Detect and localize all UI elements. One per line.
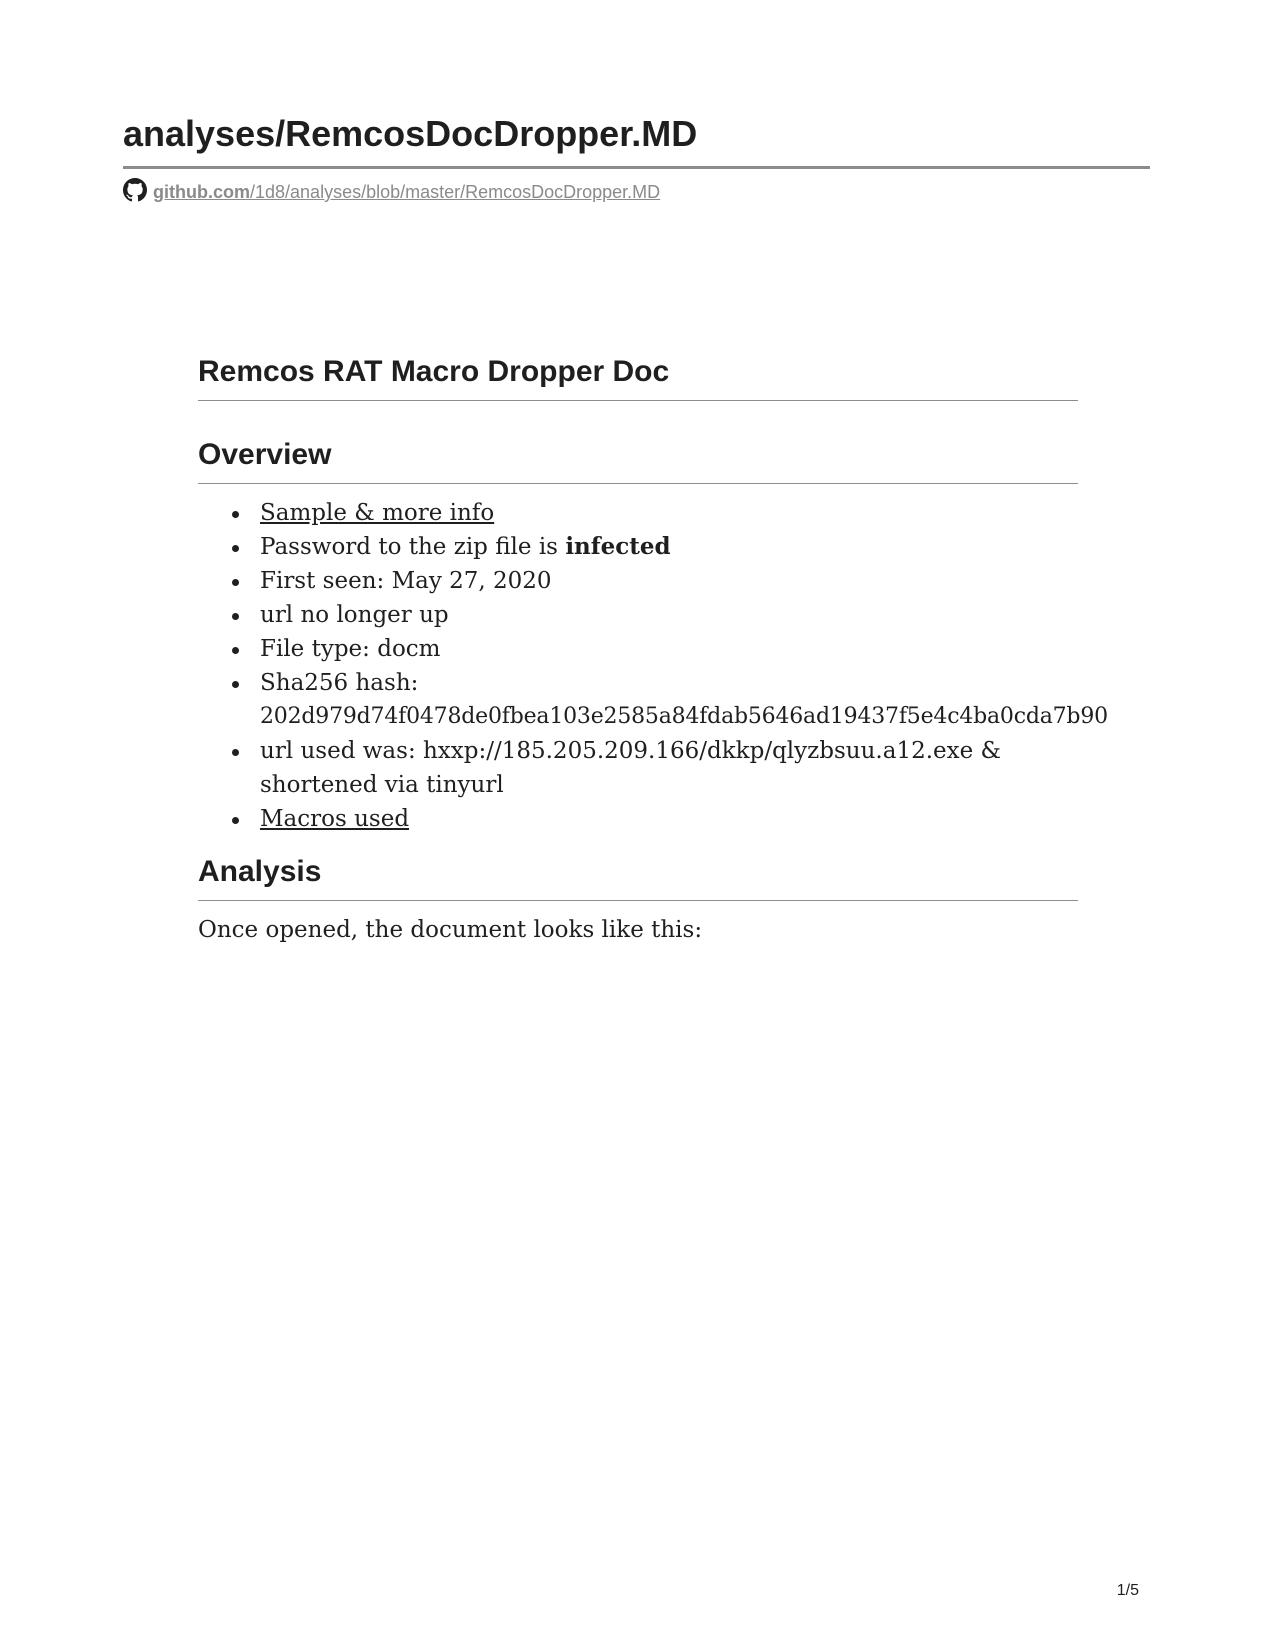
overview-heading: Overview — [198, 433, 1078, 484]
list-item — [230, 496, 1078, 530]
page-number: 1/5 — [1116, 1582, 1139, 1599]
sha-label: Sha256 hash: — [260, 670, 419, 696]
file-type-text: File type: docm — [260, 636, 441, 662]
url-status-text: url no longer up — [260, 602, 449, 628]
list-item — [230, 564, 1078, 598]
list-item — [230, 802, 1078, 836]
document-content — [198, 350, 1108, 947]
list-item — [230, 632, 1078, 666]
overview-list — [198, 496, 1108, 836]
page-header — [123, 112, 1150, 207]
list-item — [230, 530, 1078, 564]
analysis-heading: Analysis — [198, 850, 1078, 901]
macros-link[interactable]: Macros used — [260, 806, 410, 832]
analysis-paragraph: Once opened, the document looks like this: — [198, 917, 703, 943]
password-text: Password to the zip file is — [260, 534, 566, 560]
first-seen-text: First seen: May 27, 2020 — [260, 568, 552, 594]
password-value: infected — [565, 533, 671, 560]
list-item — [230, 734, 1078, 802]
list-item — [230, 598, 1078, 632]
sample-link[interactable]: Sample & more info — [260, 500, 495, 526]
list-item — [230, 666, 1108, 734]
source-domain: github.com — [153, 182, 250, 202]
url-used-text: url used was: hxxp://185.205.209.166/dkkp/qlyzbsuu.a12.exe & shortened via tinyurl — [260, 738, 1001, 798]
page-title: analyses/RemcosDocDropper.MD — [123, 112, 1150, 169]
github-icon — [123, 178, 153, 207]
document-title: Remcos RAT Macro Dropper Doc — [198, 350, 1078, 401]
sha-value: 202d979d74f0478de0fbea103e2585a84fdab5646ad19437f5e4c4ba0cda7b90 — [260, 704, 1108, 729]
source-link[interactable] — [153, 182, 660, 203]
source-path: /1d8/analyses/blob/master/RemcosDocDropper.MD — [250, 182, 661, 202]
source-line — [123, 178, 1150, 207]
